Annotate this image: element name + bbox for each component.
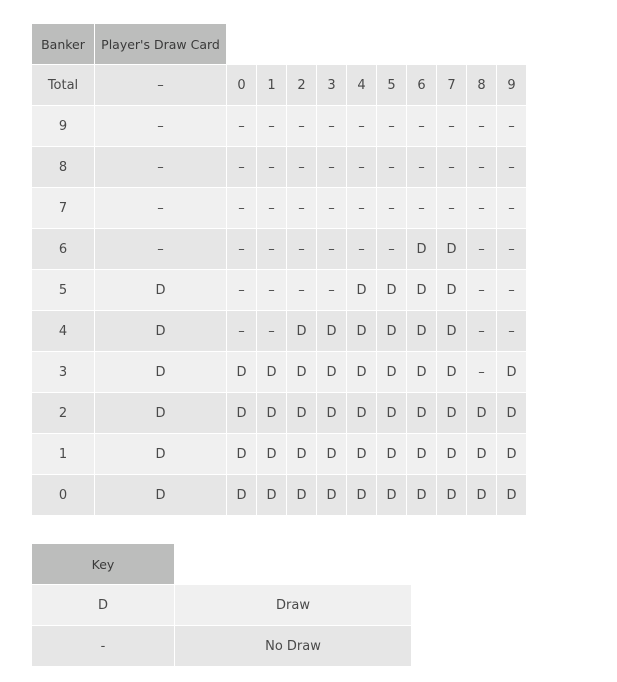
draw-decision-cell: – bbox=[437, 146, 467, 187]
draw-decision-cell: – bbox=[317, 228, 347, 269]
key-symbol: - bbox=[32, 625, 175, 666]
draw-decision-cell: D bbox=[347, 392, 377, 433]
banker-total-cell: 1 bbox=[32, 433, 95, 474]
draw-decision-cell: D bbox=[317, 433, 347, 474]
draw-decision-cell: D bbox=[407, 310, 437, 351]
draw-decision-cell: – bbox=[227, 269, 257, 310]
draw-decision-cell: D bbox=[317, 351, 347, 392]
draw-decision-cell: – bbox=[347, 146, 377, 187]
player-draw-cell: D bbox=[95, 269, 227, 310]
player-card-value-header: 2 bbox=[287, 64, 317, 105]
draw-decision-cell: – bbox=[227, 228, 257, 269]
draw-decision-cell: – bbox=[497, 187, 527, 228]
draw-decision-cell: D bbox=[437, 228, 467, 269]
draw-decision-cell: – bbox=[317, 187, 347, 228]
draw-decision-cell: – bbox=[257, 146, 287, 187]
key-table-body bbox=[32, 584, 412, 666]
draw-decision-cell: – bbox=[497, 228, 527, 269]
key-symbol: D bbox=[32, 584, 175, 625]
banker-row bbox=[32, 392, 527, 433]
draw-decision-cell: – bbox=[497, 105, 527, 146]
banker-row bbox=[32, 433, 527, 474]
player-card-value-header: 4 bbox=[347, 64, 377, 105]
draw-decision-cell: D bbox=[407, 433, 437, 474]
draw-decision-cell: D bbox=[497, 433, 527, 474]
banker-total-cell: 7 bbox=[32, 187, 95, 228]
draw-decision-cell: – bbox=[407, 105, 437, 146]
draw-decision-cell: – bbox=[287, 105, 317, 146]
player-card-value-header: 6 bbox=[407, 64, 437, 105]
total-label: Total bbox=[32, 64, 95, 105]
draw-decision-cell: D bbox=[257, 474, 287, 515]
draw-decision-cell: – bbox=[317, 269, 347, 310]
draw-decision-cell: D bbox=[227, 392, 257, 433]
draw-decision-cell: D bbox=[497, 474, 527, 515]
draw-decision-cell: – bbox=[347, 105, 377, 146]
banker-total-cell: 5 bbox=[32, 269, 95, 310]
draw-decision-cell: – bbox=[317, 146, 347, 187]
draw-decision-cell: D bbox=[467, 474, 497, 515]
header-player-draw-card: Player's Draw Card bbox=[95, 24, 227, 64]
banker-total-cell: 4 bbox=[32, 310, 95, 351]
draw-decision-cell: – bbox=[257, 187, 287, 228]
player-draw-cell: D bbox=[95, 433, 227, 474]
draw-decision-cell: – bbox=[347, 187, 377, 228]
draw-decision-cell: – bbox=[317, 105, 347, 146]
key-row bbox=[32, 625, 412, 666]
draw-decision-cell: – bbox=[407, 187, 437, 228]
draw-decision-cell: – bbox=[287, 146, 317, 187]
banker-total-cell: 3 bbox=[32, 351, 95, 392]
draw-decision-cell: D bbox=[287, 310, 317, 351]
draw-decision-cell: – bbox=[467, 105, 497, 146]
header-banker: Banker bbox=[32, 24, 95, 64]
draw-decision-cell: D bbox=[257, 392, 287, 433]
draw-decision-cell: – bbox=[377, 105, 407, 146]
draw-decision-cell: D bbox=[437, 433, 467, 474]
draw-decision-cell: – bbox=[467, 146, 497, 187]
draw-decision-cell: D bbox=[287, 392, 317, 433]
player-draw-cell: D bbox=[95, 474, 227, 515]
draw-decision-cell: D bbox=[317, 392, 347, 433]
player-card-value-header: 1 bbox=[257, 64, 287, 105]
draw-decision-cell: – bbox=[257, 105, 287, 146]
draw-decision-cell: – bbox=[467, 228, 497, 269]
total-row bbox=[32, 64, 527, 105]
player-card-value-header: 3 bbox=[317, 64, 347, 105]
draw-decision-cell: D bbox=[317, 310, 347, 351]
draw-decision-cell: D bbox=[497, 392, 527, 433]
draw-decision-cell: D bbox=[437, 351, 467, 392]
draw-decision-cell: – bbox=[377, 187, 407, 228]
draw-decision-cell: – bbox=[437, 105, 467, 146]
draw-decision-cell: D bbox=[227, 433, 257, 474]
draw-decision-cell: – bbox=[407, 146, 437, 187]
banker-row bbox=[32, 474, 527, 515]
player-card-value-header: 0 bbox=[227, 64, 257, 105]
draw-decision-cell: – bbox=[497, 146, 527, 187]
draw-decision-cell: D bbox=[437, 474, 467, 515]
banker-total-cell: 2 bbox=[32, 392, 95, 433]
draw-decision-cell: D bbox=[407, 474, 437, 515]
draw-decision-cell: – bbox=[227, 146, 257, 187]
player-draw-cell: – bbox=[95, 105, 227, 146]
key-meaning: Draw bbox=[175, 584, 412, 625]
player-card-value-header: 5 bbox=[377, 64, 407, 105]
player-card-value-header: 8 bbox=[467, 64, 497, 105]
draw-decision-cell: D bbox=[287, 351, 317, 392]
draw-decision-cell: D bbox=[347, 351, 377, 392]
player-card-value-header: 7 bbox=[437, 64, 467, 105]
draw-decision-cell: – bbox=[347, 228, 377, 269]
draw-decision-cell: – bbox=[257, 269, 287, 310]
player-draw-cell: – bbox=[95, 146, 227, 187]
draw-decision-cell: D bbox=[407, 228, 437, 269]
draw-decision-cell: D bbox=[317, 474, 347, 515]
key-meaning: No Draw bbox=[175, 625, 412, 666]
header-spacer bbox=[227, 24, 527, 64]
draw-decision-cell: D bbox=[437, 269, 467, 310]
banker-total-cell: 9 bbox=[32, 105, 95, 146]
draw-decision-cell: D bbox=[377, 269, 407, 310]
draw-decision-cell: D bbox=[407, 269, 437, 310]
draw-decision-cell: D bbox=[437, 310, 467, 351]
draw-decision-cell: – bbox=[467, 269, 497, 310]
banker-row bbox=[32, 146, 527, 187]
draw-decision-cell: – bbox=[497, 269, 527, 310]
player-draw-cell: D bbox=[95, 310, 227, 351]
draw-decision-cell: – bbox=[377, 146, 407, 187]
draw-decision-cell: D bbox=[467, 392, 497, 433]
draw-decision-cell: D bbox=[377, 433, 407, 474]
draw-decision-cell: – bbox=[227, 105, 257, 146]
key-header-spacer bbox=[175, 544, 412, 584]
player-draw-cell: D bbox=[95, 351, 227, 392]
draw-decision-cell: D bbox=[497, 351, 527, 392]
draw-decision-cell: D bbox=[377, 392, 407, 433]
banker-total-cell: 0 bbox=[32, 474, 95, 515]
draw-decision-cell: D bbox=[287, 474, 317, 515]
draw-decision-cell: – bbox=[467, 310, 497, 351]
draw-decision-cell: – bbox=[467, 351, 497, 392]
draw-decision-cell: D bbox=[407, 392, 437, 433]
draw-decision-cell: – bbox=[227, 187, 257, 228]
draw-decision-cell: – bbox=[497, 310, 527, 351]
banker-row bbox=[32, 269, 527, 310]
banker-row bbox=[32, 310, 527, 351]
draw-decision-cell: D bbox=[287, 433, 317, 474]
draw-decision-cell: D bbox=[407, 351, 437, 392]
draw-decision-cell: – bbox=[287, 228, 317, 269]
draw-decision-cell: – bbox=[287, 187, 317, 228]
draw-decision-cell: – bbox=[287, 269, 317, 310]
banker-draw-table bbox=[32, 24, 527, 515]
player-card-value-header: 9 bbox=[497, 64, 527, 105]
key-row bbox=[32, 584, 412, 625]
draw-decision-cell: D bbox=[227, 351, 257, 392]
banker-total-cell: 8 bbox=[32, 146, 95, 187]
banker-row bbox=[32, 187, 527, 228]
draw-decision-cell: – bbox=[437, 187, 467, 228]
player-draw-cell: D bbox=[95, 392, 227, 433]
draw-decision-cell: D bbox=[377, 310, 407, 351]
banker-row bbox=[32, 105, 527, 146]
draw-decision-cell: – bbox=[257, 310, 287, 351]
draw-decision-cell: D bbox=[377, 351, 407, 392]
draw-decision-cell: D bbox=[257, 351, 287, 392]
draw-decision-cell: D bbox=[347, 433, 377, 474]
player-draw-cell: – bbox=[95, 64, 227, 105]
draw-decision-cell: D bbox=[227, 474, 257, 515]
banker-total-cell: 6 bbox=[32, 228, 95, 269]
draw-decision-cell: – bbox=[377, 228, 407, 269]
draw-decision-cell: D bbox=[437, 392, 467, 433]
draw-decision-cell: D bbox=[347, 310, 377, 351]
draw-decision-cell: D bbox=[347, 269, 377, 310]
key-header: Key bbox=[32, 544, 175, 584]
player-draw-cell: – bbox=[95, 187, 227, 228]
draw-decision-cell: D bbox=[377, 474, 407, 515]
player-draw-cell: – bbox=[95, 228, 227, 269]
draw-decision-cell: – bbox=[257, 228, 287, 269]
key-table bbox=[32, 544, 412, 666]
banker-row bbox=[32, 228, 527, 269]
draw-decision-cell: D bbox=[347, 474, 377, 515]
draw-decision-cell: – bbox=[467, 187, 497, 228]
draw-decision-cell: D bbox=[257, 433, 287, 474]
draw-decision-cell: – bbox=[227, 310, 257, 351]
draw-table-body bbox=[32, 64, 527, 515]
draw-decision-cell: D bbox=[467, 433, 497, 474]
banker-row bbox=[32, 351, 527, 392]
